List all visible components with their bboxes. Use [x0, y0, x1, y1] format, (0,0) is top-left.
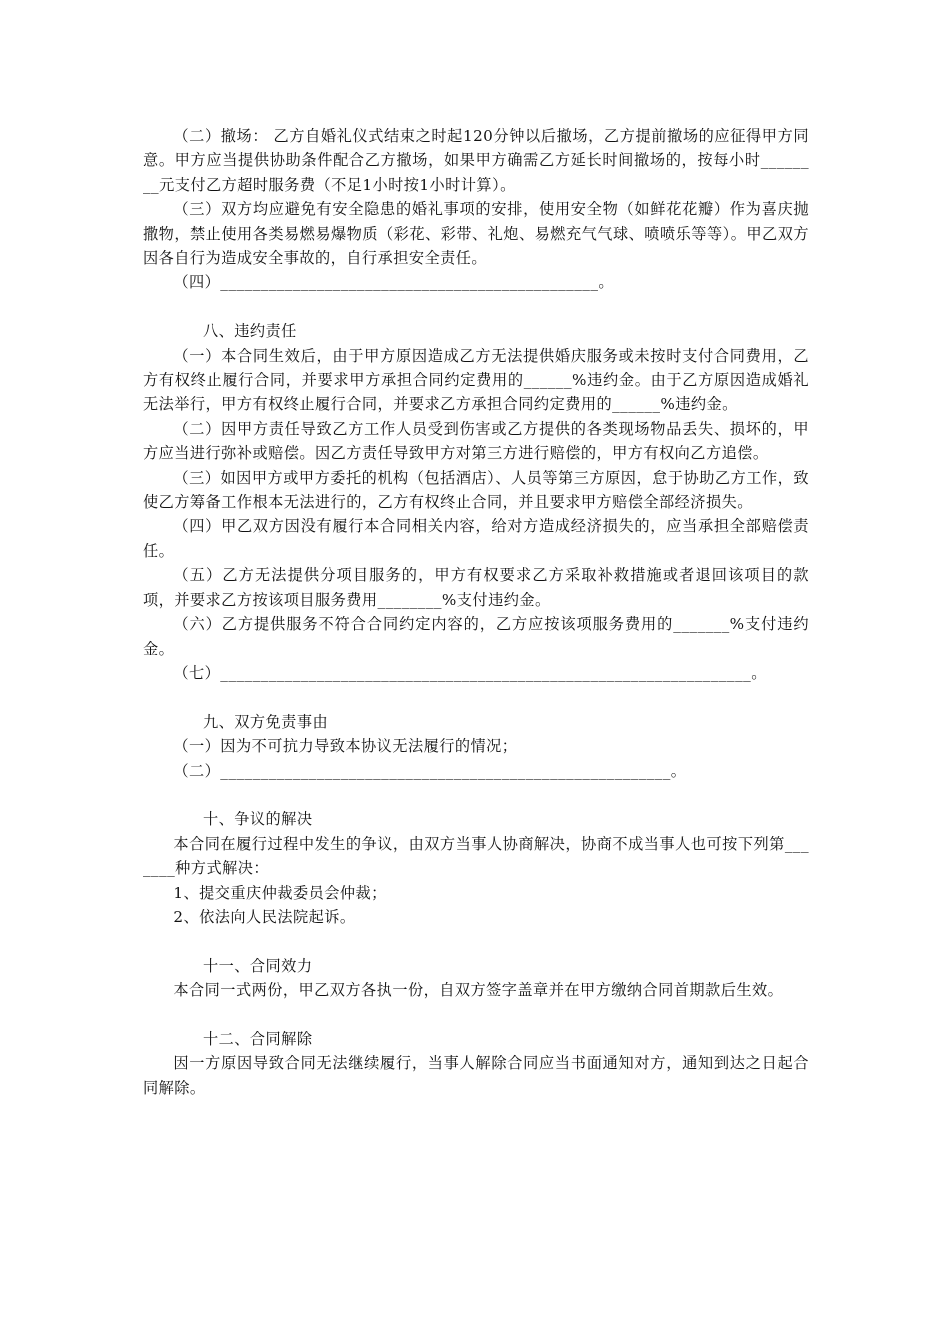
clause-8-3: （三）如因甲方或甲方委托的机构（包括酒店）、人员等第三方原因，怠于协助乙方工作，致使乙方筹备工作根本无法进行的，乙方有权终止合同，并且要求甲方赔偿全部经济损失。 [143, 468, 809, 512]
heading-exemption: 九、双方免责事由 [203, 712, 329, 731]
heading-breach-liability: 八、违约责任 [203, 322, 297, 341]
heading-dispute-resolution: 十、争议的解决 [203, 810, 313, 829]
clause-8-6: （六）乙方提供服务不符合合同约定内容的，乙方应按该项服务费用的_______%支付违约金。 [143, 615, 809, 658]
clause-10-option-2: 2、依法向人民法院起诉。 [173, 907, 356, 926]
clause-8-1: （一）本合同生效后，由于甲方原因造成乙方无法提供婚庆服务或未按时支付合同费用，乙方有权终止履行合同，并要求甲方承担合同约定费用的______%违约金。由于乙方原因造成婚礼无法举行，甲方有权终止履行合同，并要求乙方承担合同约定费用的______%违约金。 [143, 346, 809, 414]
document-page [143, 124, 809, 1100]
heading-contract-termination: 十二、合同解除 [203, 1029, 313, 1048]
clause-9-1: （一）因为不可抗力导致本协议无法履行的情况； [173, 737, 518, 756]
clause-9-2-blank: （二）________________________________________________________。 [173, 761, 687, 780]
clause-8-7-blank: （七）__________________________________________________________________。 [173, 663, 767, 682]
clause-10-option-1: 1、提交重庆仲裁委员会仲裁； [173, 883, 387, 902]
heading-contract-validity: 十一、合同效力 [203, 956, 313, 975]
clause-12-1: 因一方原因导致合同无法继续履行，当事人解除合同应当书面通知对方，通知到达之日起合同解除。 [143, 1054, 809, 1097]
clause-7-4-blank: （四）_______________________________________________。 [173, 273, 614, 292]
clause-7-3-safety: （三）双方均应避免有安全隐患的婚礼事项的安排，使用安全物（如鲜花花瓣）作为喜庆抛撒物，禁止使用各类易燃易爆物质（彩花、彩带、礼炮、易燃充气气球、喷喷乐等等）。甲乙双方因各自行为造成安全事故的，自行承担安全责任。 [143, 200, 809, 268]
clause-8-5: （五）乙方无法提供分项目服务的，甲方有权要求乙方采取补救措施或者退回该项目的款项，并要求乙方按该项目服务费用________%支付违约金。 [143, 566, 809, 609]
clause-8-2: （二）因甲方责任导致乙方工作人员受到伤害或乙方提供的各类现场物品丢失、损坏的，甲方应当进行弥补或赔偿。因乙方责任导致甲方对第三方进行赔偿的，甲方有权向乙方追偿。 [143, 419, 809, 463]
clause-11-1: 本合同一式两份，甲乙双方各执一份，自双方签字盖章并在甲方缴纳合同首期款后生效。 [173, 981, 784, 1000]
clause-8-4: （四）甲乙双方因没有履行本合同相关内容，给对方造成经济损失的，应当承担全部赔偿责任。 [143, 517, 809, 560]
clause-10-intro: 本合同在履行过程中发生的争议，由双方当事人协商解决，协商不成当事人也可按下列第_______种方式解决： [143, 834, 809, 878]
clause-7-2-withdrawal: （二）撤场： 乙方自婚礼仪式结束之时起120分钟以后撤场，乙方提前撤场的应征得甲方同意。甲方应当提供协助条件配合乙方撤场，如果甲方确需乙方延长时间撤场的，按每小时________元支付乙方超时服务费（不足1小时按1小时计算）。 [143, 127, 809, 194]
